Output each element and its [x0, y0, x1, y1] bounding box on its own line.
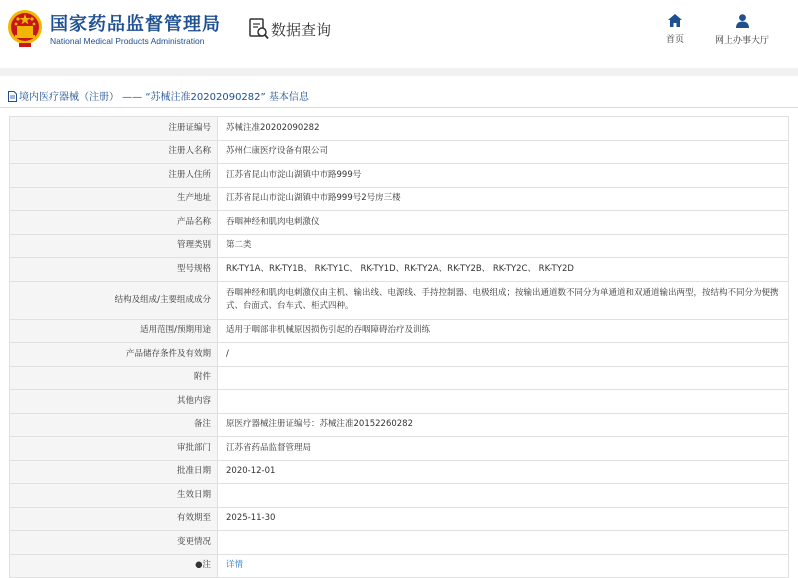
nav-online-office[interactable] [710, 14, 774, 46]
field-label: 附件 [10, 366, 218, 390]
data-query-icon [249, 18, 269, 40]
table-row [10, 531, 789, 555]
field-label: 备注 [10, 413, 218, 437]
field-label: 变更情况 [10, 531, 218, 555]
field-value [218, 531, 789, 555]
table-row [10, 117, 789, 141]
registration-info-table [9, 116, 789, 578]
site-header [0, 0, 798, 68]
field-value [218, 366, 789, 390]
nav-online-office-label: 网上办事大厅 [714, 36, 769, 46]
table-row [10, 460, 789, 484]
table-row [10, 258, 789, 282]
table-row [10, 187, 789, 211]
user-icon [736, 14, 749, 28]
field-label: 产品储存条件及有效期 [10, 343, 218, 367]
field-value [218, 484, 789, 508]
field-value: 2025-11-30 [218, 507, 789, 531]
field-value: 第二类 [218, 234, 789, 258]
header-divider [0, 68, 798, 76]
table-row [10, 343, 789, 367]
table-row [10, 413, 789, 437]
field-label: 有效期至 [10, 507, 218, 531]
field-label: 型号规格 [10, 258, 218, 282]
table-row [10, 437, 789, 461]
breadcrumb-divider [0, 107, 798, 108]
field-label: 适用范围/预期用途 [10, 319, 218, 343]
field-value: 吞咽神经和肌肉电刺激仪 [218, 211, 789, 235]
field-label: 注册证编号 [10, 117, 218, 141]
field-value [218, 390, 789, 414]
home-icon [668, 14, 682, 27]
field-label: 管理类别 [10, 234, 218, 258]
field-value: 适用于咽部非机械原因损伤引起的吞咽障碍治疗及训练 [218, 319, 789, 343]
table-row [10, 164, 789, 188]
document-icon [8, 91, 17, 102]
field-value: 2020-12-01 [218, 460, 789, 484]
field-label: 注册人住所 [10, 164, 218, 188]
field-label: 生效日期 [10, 484, 218, 508]
site-subtitle: National Medical Products Administration [50, 36, 205, 46]
data-query-title: 数据查询 [271, 21, 332, 39]
field-label: 产品名称 [10, 211, 218, 235]
field-label: 注册人名称 [10, 140, 218, 164]
details-link[interactable]: 详情 [218, 554, 789, 578]
field-value: 苏州仁康医疗设备有限公司 [218, 140, 789, 164]
table-row [10, 234, 789, 258]
table-row [10, 507, 789, 531]
table-row [10, 319, 789, 343]
field-value: 吞咽神经和肌肉电刺激仪由主机、输出线、电源线、手持控制器、电极组成；按输出通道数不同分为单通道和双通道输出两型，按结构不同分为便携式、台面式、台车式、柜式四种。 [218, 281, 789, 319]
field-label: 其他内容 [10, 390, 218, 414]
site-title[interactable]: 国家药品监督管理局 [50, 14, 221, 35]
field-value: 江苏省昆山市淀山湖镇中市路999号 [218, 164, 789, 188]
field-label: 生产地址 [10, 187, 218, 211]
nav-home[interactable] [661, 14, 689, 45]
field-label: ●注 [10, 554, 218, 578]
nav-home-label: 首页 [665, 35, 684, 45]
field-value: RK-TY1A、RK-TY1B、 RK-TY1C、 RK-TY1D、RK-TY2A、RK-TY2B、 RK-TY2C、 RK-TY2D [218, 258, 789, 282]
table-row [10, 484, 789, 508]
field-value: 江苏省昆山市淀山湖镇中市路999号2号房三楼 [218, 187, 789, 211]
field-label: 批准日期 [10, 460, 218, 484]
field-value: 原医疗器械注册证编号：苏械注准20152260282 [218, 413, 789, 437]
field-value: / [218, 343, 789, 367]
table-row [10, 366, 789, 390]
field-label: 审批部门 [10, 437, 218, 461]
table-row [10, 554, 789, 578]
field-value: 江苏省药品监督管理局 [218, 437, 789, 461]
table-row [10, 140, 789, 164]
table-row [10, 390, 789, 414]
field-value: 苏械注准20202090282 [218, 117, 789, 141]
breadcrumb [8, 88, 309, 103]
table-row [10, 281, 789, 319]
breadcrumb-text: 境内医疗器械（注册） —— “苏械注准20202090282” 基本信息 [19, 92, 309, 103]
table-row [10, 211, 789, 235]
national-emblem-icon [7, 8, 43, 48]
field-label: 结构及组成/主要组成成分 [10, 281, 218, 319]
